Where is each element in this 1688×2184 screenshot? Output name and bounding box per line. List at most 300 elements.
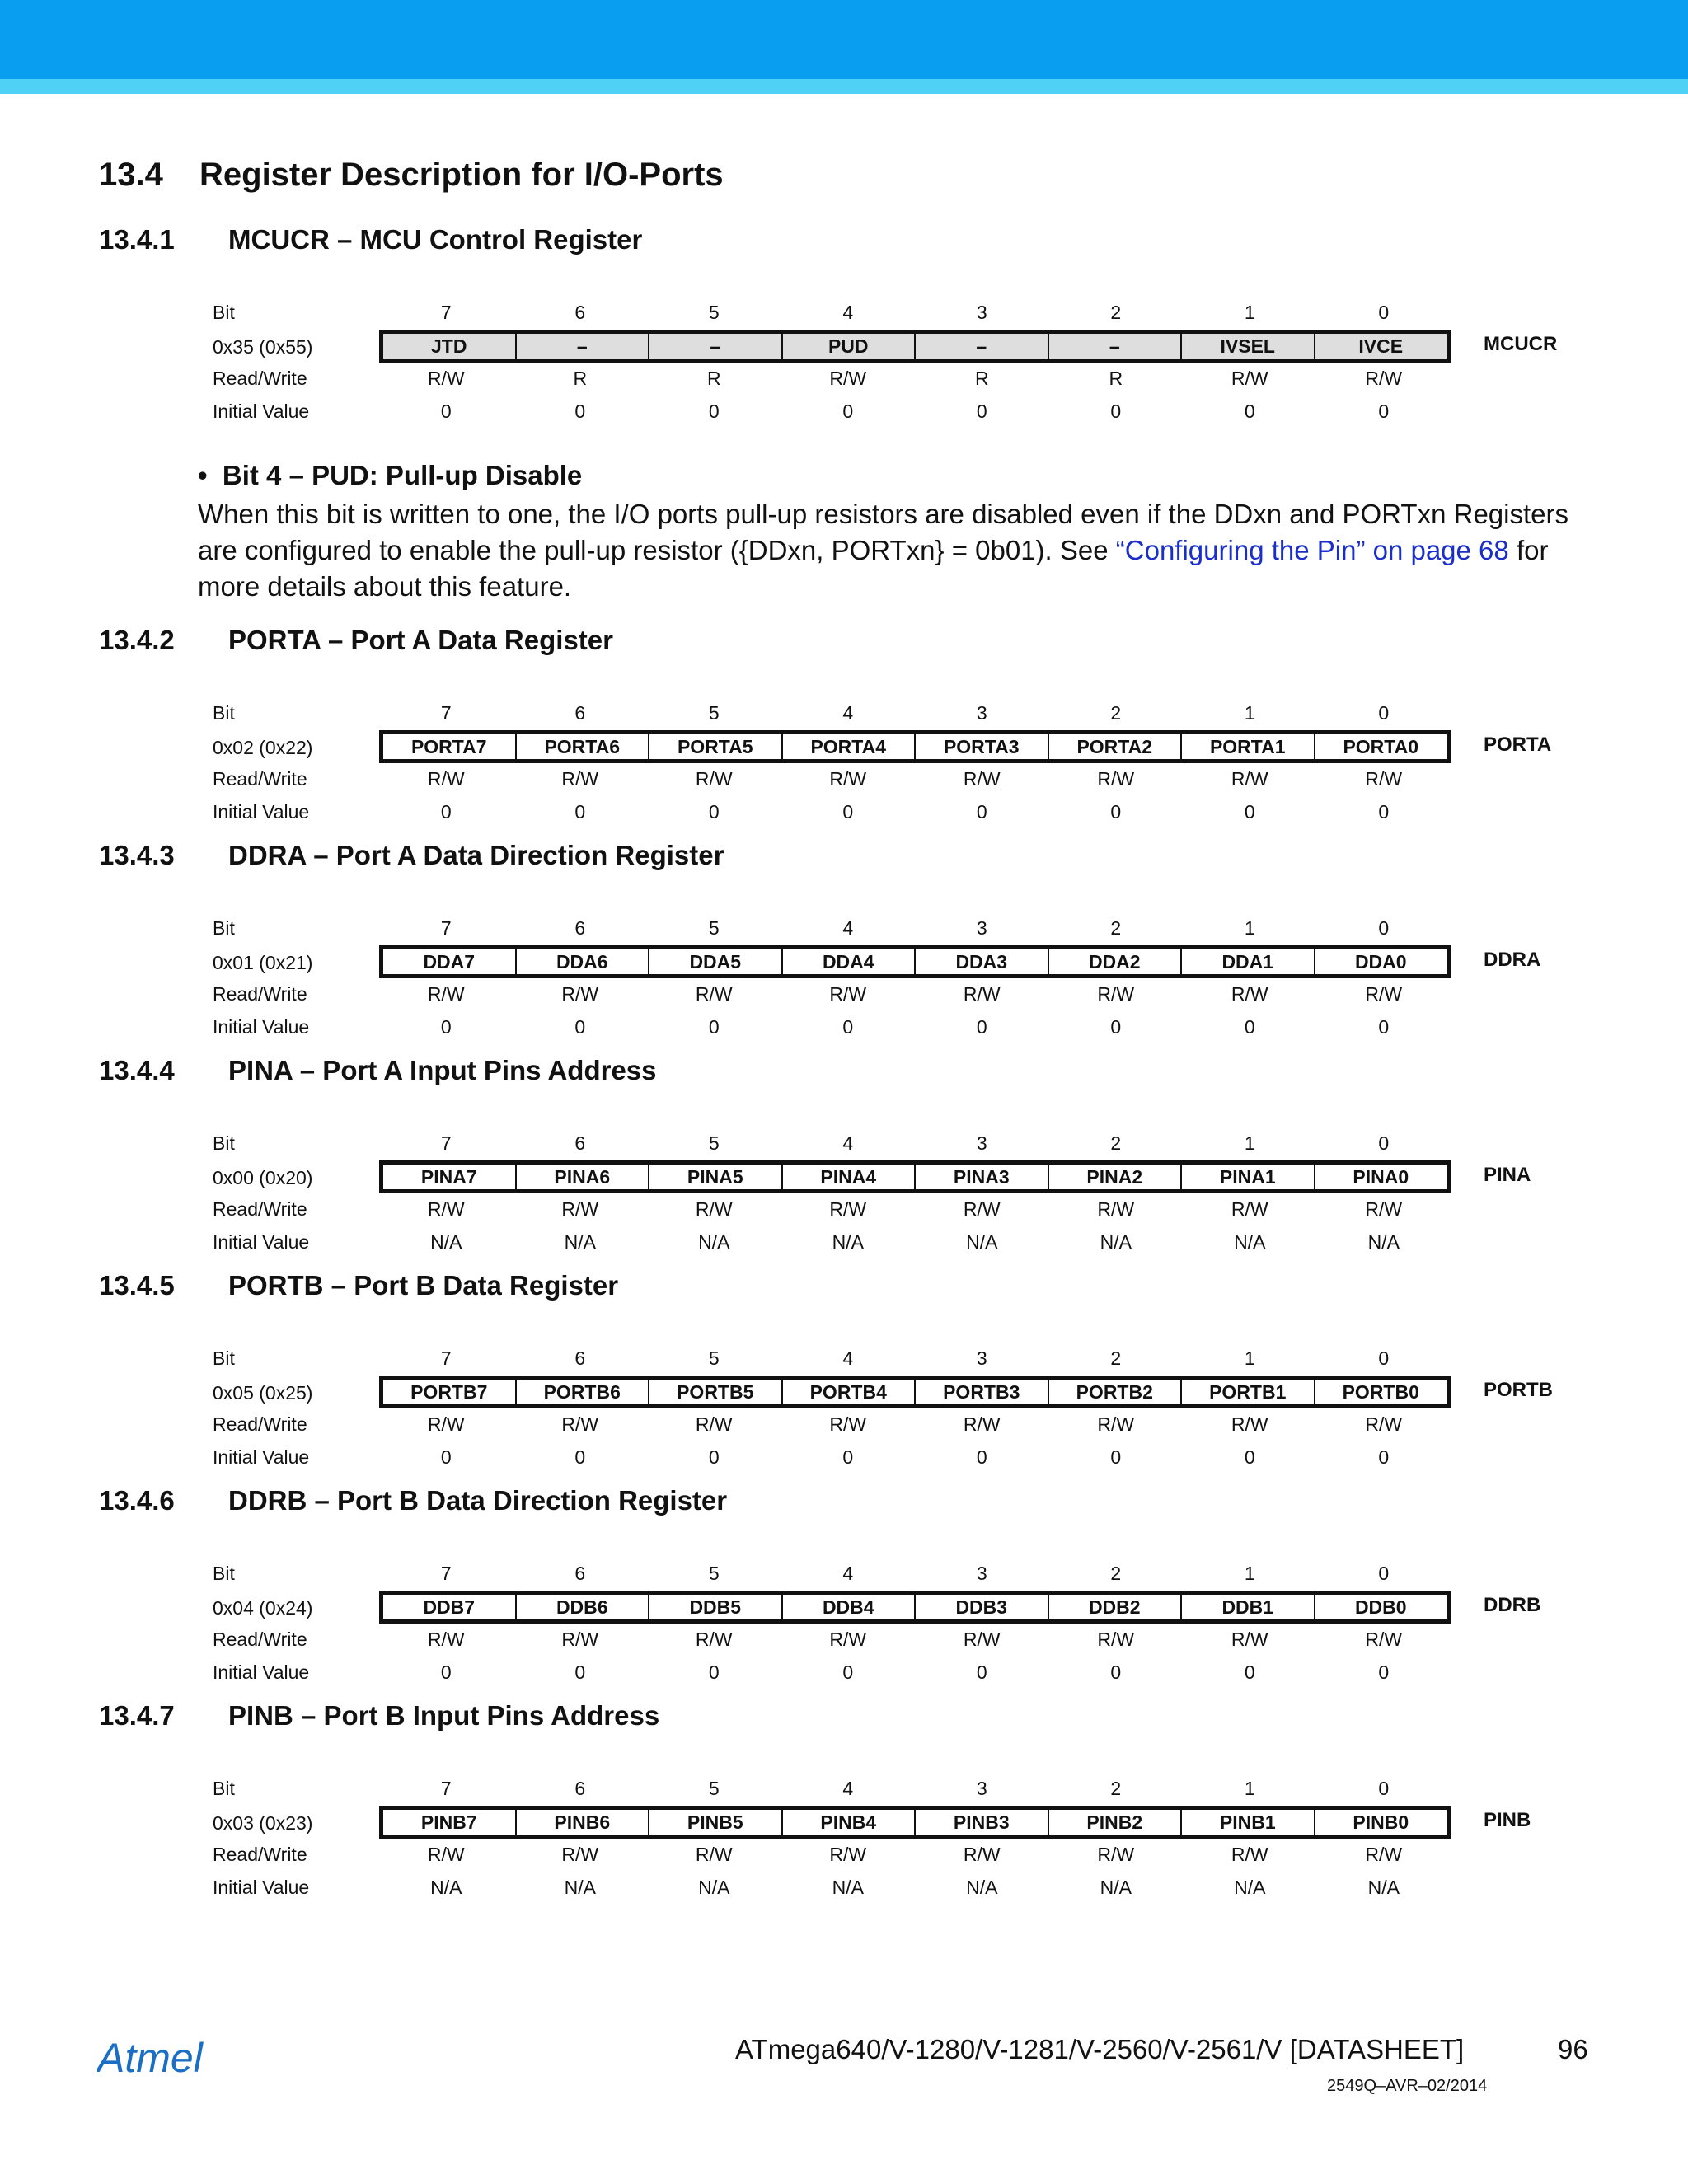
read-write-value: R/W — [561, 1844, 599, 1865]
bit-field: DDA1 — [1180, 949, 1314, 974]
register-columns — [379, 1344, 1451, 1476]
bit-field: DDB0 — [1314, 1595, 1447, 1619]
bit-number: 2 — [1110, 1778, 1122, 1799]
read-write-row-label: Read/Write — [213, 1413, 307, 1435]
bit-number: 0 — [1378, 302, 1390, 323]
register-columns — [379, 914, 1451, 1046]
initial-value: N/A — [698, 1231, 730, 1253]
read-write-value: R/W — [561, 1198, 599, 1220]
bit-row-label: Bit — [213, 1563, 235, 1584]
initial-value: 0 — [574, 801, 586, 823]
bit-number: 3 — [976, 1563, 987, 1584]
bit-field: DDB1 — [1180, 1595, 1314, 1619]
initial-value-row — [379, 798, 1451, 826]
bit-field-box — [379, 1376, 1451, 1408]
bit-field: PORTA2 — [1048, 734, 1181, 759]
read-write-row-label: Read/Write — [213, 768, 307, 790]
bit-field: PORTA5 — [648, 734, 781, 759]
read-write-row — [379, 1195, 1451, 1223]
bit-number: 3 — [976, 302, 987, 323]
initial-value: 0 — [842, 1446, 854, 1468]
read-write-value: R/W — [561, 983, 599, 1005]
subsection-number: 13.4.2 — [99, 625, 175, 655]
bit-number: 7 — [440, 1132, 452, 1154]
bit-field: PINB0 — [1314, 1810, 1447, 1835]
read-write-value: R/W — [561, 1629, 599, 1650]
register-table-portb — [0, 1344, 1688, 1509]
subsection-title: DDRA – Port A Data Direction Register — [228, 840, 724, 870]
initial-value: 0 — [708, 401, 720, 422]
initial-value: N/A — [1100, 1231, 1132, 1253]
initial-value: N/A — [1234, 1231, 1266, 1253]
bit-number-row — [379, 699, 1451, 727]
register-columns — [379, 1129, 1451, 1261]
initial-value: 0 — [842, 1661, 854, 1683]
read-write-row-label: Read/Write — [213, 1198, 307, 1220]
bit-number: 4 — [842, 1347, 854, 1369]
read-write-value: R/W — [829, 983, 867, 1005]
read-write-value: R/W — [1365, 1844, 1403, 1865]
bit-field: PORTA6 — [515, 734, 649, 759]
bit-field: DDA0 — [1314, 949, 1447, 974]
initial-value: 0 — [440, 1661, 452, 1683]
initial-value: 0 — [1110, 1446, 1122, 1468]
bit-number: 0 — [1378, 1132, 1390, 1154]
initial-value: 0 — [976, 401, 987, 422]
bit-number: 1 — [1244, 1132, 1255, 1154]
bit-field: PINB7 — [420, 1811, 477, 1833]
section-number: 13.4 — [99, 157, 163, 193]
bit-field: PORTB4 — [781, 1380, 915, 1404]
read-write-value: R — [974, 368, 989, 389]
subsection-title: DDRB – Port B Data Direction Register — [228, 1485, 728, 1516]
bit-field: DDA5 — [648, 949, 781, 974]
read-write-value: R/W — [963, 983, 1001, 1005]
bit-number: 0 — [1378, 1347, 1390, 1369]
bit-number: 7 — [440, 1347, 452, 1369]
register-address: 0x35 (0x55) — [213, 336, 313, 358]
read-write-value: R/W — [1365, 368, 1403, 389]
register-name: DDRB — [1484, 1594, 1541, 1616]
bit-number: 5 — [708, 1347, 720, 1369]
bit-number: 4 — [842, 302, 854, 323]
bit-number: 6 — [574, 1778, 586, 1799]
bit-field: – — [1048, 334, 1181, 359]
bit-number: 5 — [708, 702, 720, 724]
register-table-ddrb — [0, 1559, 1688, 1724]
bit-number: 2 — [1110, 1347, 1122, 1369]
read-write-value: R/W — [829, 1413, 867, 1435]
bit-description-heading-text: Bit 4 – PUD: Pull-up Disable — [222, 460, 583, 490]
initial-value: 0 — [1378, 1661, 1390, 1683]
bit-field-box — [379, 730, 1451, 763]
bit-number: 4 — [842, 1563, 854, 1584]
bit-field-box — [379, 1160, 1451, 1193]
read-write-value: R/W — [1365, 1413, 1403, 1435]
bit-number: 6 — [574, 1347, 586, 1369]
read-write-value: R/W — [427, 1198, 465, 1220]
initial-value-row-label: Initial Value — [213, 401, 310, 422]
initial-value: 0 — [1244, 1661, 1255, 1683]
bit-number: 5 — [708, 1132, 720, 1154]
initial-value: N/A — [966, 1231, 998, 1253]
bit-number: 1 — [1244, 1563, 1255, 1584]
register-address: 0x00 (0x20) — [213, 1167, 313, 1188]
read-write-value: R/W — [695, 1844, 733, 1865]
bit-field: DDA6 — [515, 949, 649, 974]
initial-value: N/A — [966, 1877, 998, 1898]
initial-value: N/A — [1234, 1877, 1266, 1898]
subsection-number: 13.4.3 — [99, 840, 175, 870]
bit-number-row — [379, 914, 1451, 942]
subsection-title: PINB – Port B Input Pins Address — [228, 1700, 660, 1731]
read-write-value: R/W — [427, 1629, 465, 1650]
bit-number: 4 — [842, 1132, 854, 1154]
bit-number: 3 — [976, 702, 987, 724]
bit-field: PINB2 — [1048, 1810, 1181, 1835]
bit-number: 2 — [1110, 1563, 1122, 1584]
read-write-value: R/W — [427, 768, 465, 790]
bit-row-label: Bit — [213, 1347, 235, 1369]
bit-number: 6 — [574, 302, 586, 323]
read-write-row-label: Read/Write — [213, 1629, 307, 1650]
initial-value: 0 — [1244, 1016, 1255, 1038]
read-write-value: R/W — [963, 1413, 1001, 1435]
bit-number: 5 — [708, 1563, 720, 1584]
bit-field: PINA2 — [1048, 1165, 1181, 1189]
bit-field: DDB5 — [648, 1595, 781, 1619]
bit-description-heading: • Bit 4 – PUD: Pull-up Disable — [198, 460, 583, 490]
bit-field: PINA4 — [781, 1165, 915, 1189]
initial-value: N/A — [698, 1877, 730, 1898]
register-table-pinb — [0, 1774, 1688, 1939]
atmel-logo-text: Atmel — [97, 2035, 203, 2081]
bit-field: DDA2 — [1048, 949, 1181, 974]
bit-number: 4 — [842, 1778, 854, 1799]
initial-value: N/A — [564, 1877, 596, 1898]
initial-value: 0 — [842, 1016, 854, 1038]
bit-number: 1 — [1244, 1347, 1255, 1369]
initial-value: N/A — [430, 1231, 462, 1253]
read-write-row — [379, 1625, 1451, 1653]
read-write-value: R/W — [561, 1413, 599, 1435]
read-write-value: R/W — [1097, 768, 1135, 790]
read-write-value: R/W — [1365, 983, 1403, 1005]
bit-row-label: Bit — [213, 1132, 235, 1154]
initial-value: 0 — [842, 801, 854, 823]
bit-field: PINB5 — [648, 1810, 781, 1835]
bit-number: 3 — [976, 1132, 987, 1154]
read-write-row-label: Read/Write — [213, 1844, 307, 1865]
bit-row-label: Bit — [213, 702, 235, 724]
bit-field: PORTB0 — [1314, 1380, 1447, 1404]
initial-value-row — [379, 397, 1451, 425]
bit-field: PINA1 — [1180, 1165, 1314, 1189]
initial-value: 0 — [574, 1446, 586, 1468]
initial-value: 0 — [440, 401, 452, 422]
register-table-ddra — [0, 914, 1688, 1079]
initial-value: 0 — [708, 801, 720, 823]
read-write-value: R/W — [829, 1629, 867, 1650]
bit-number: 0 — [1378, 1778, 1390, 1799]
bit-field: DDA7 — [423, 951, 476, 972]
initial-value: 0 — [1244, 1446, 1255, 1468]
initial-value: 0 — [1378, 1016, 1390, 1038]
header-stripe — [0, 79, 1688, 94]
footer-doc-code: 2549Q–AVR–02/2014 — [1327, 2077, 1488, 2095]
read-write-value: R/W — [1231, 768, 1268, 790]
bit-number: 7 — [440, 302, 452, 323]
bit-field: PORTA0 — [1314, 734, 1447, 759]
footer-doc-title: ATmega640/V-1280/V-1281/V-2560/V-2561/V [DATASHEET] — [735, 2034, 1465, 2064]
read-write-value: R/W — [829, 1844, 867, 1865]
read-write-value: R — [1109, 368, 1123, 389]
initial-value: N/A — [832, 1877, 864, 1898]
initial-value-row — [379, 1013, 1451, 1041]
bit-field: PORTA3 — [914, 734, 1048, 759]
page-number: 96 — [1558, 2034, 1588, 2064]
initial-value: 0 — [1110, 1016, 1122, 1038]
read-write-value: R/W — [1231, 1198, 1268, 1220]
bit-number: 3 — [976, 917, 987, 939]
read-write-row — [379, 1840, 1451, 1868]
bit-field-box — [379, 945, 1451, 978]
initial-value: 0 — [1110, 1661, 1122, 1683]
initial-value: 0 — [976, 1446, 987, 1468]
bit-row-label: Bit — [213, 1778, 235, 1799]
register-name: MCUCR — [1484, 333, 1558, 355]
subsection-number: 13.4.4 — [99, 1055, 175, 1085]
bit-field: PINB1 — [1180, 1810, 1314, 1835]
initial-value-row-label: Initial Value — [213, 1661, 310, 1683]
bit-field-box — [379, 330, 1451, 363]
initial-value: 0 — [574, 1016, 586, 1038]
read-write-value: R/W — [695, 1198, 733, 1220]
read-write-value: R/W — [963, 768, 1001, 790]
initial-value: N/A — [1367, 1231, 1400, 1253]
read-write-value: R/W — [1365, 768, 1403, 790]
read-write-value: R/W — [829, 768, 867, 790]
read-write-value: R/W — [1231, 368, 1268, 389]
read-write-value: R/W — [695, 1629, 733, 1650]
bit-number: 5 — [708, 302, 720, 323]
initial-value-row-label: Initial Value — [213, 801, 310, 823]
initial-value-row — [379, 1228, 1451, 1256]
bit-number: 4 — [842, 702, 854, 724]
subsection-title: PINA – Port A Input Pins Address — [228, 1055, 657, 1085]
bit-number: 7 — [440, 1563, 452, 1584]
register-address: 0x04 (0x24) — [213, 1597, 313, 1619]
subsection-title: MCUCR – MCU Control Register — [228, 224, 643, 255]
bit-number-row — [379, 1344, 1451, 1372]
bit-field: DDB3 — [914, 1595, 1048, 1619]
initial-value: N/A — [430, 1877, 462, 1898]
bit-number: 7 — [440, 702, 452, 724]
section-title — [99, 157, 724, 194]
register-name: PINA — [1484, 1164, 1531, 1186]
bit-field: DDA4 — [781, 949, 915, 974]
bit-number: 2 — [1110, 302, 1122, 323]
subsection-title: PORTA – Port A Data Register — [228, 625, 613, 655]
read-write-row — [379, 980, 1451, 1008]
bit-field: PINA0 — [1314, 1165, 1447, 1189]
bit-number: 3 — [976, 1347, 987, 1369]
bit-number-row — [379, 298, 1451, 326]
bit-field: – — [515, 334, 649, 359]
register-address: 0x05 (0x25) — [213, 1382, 313, 1404]
initial-value: 0 — [708, 1661, 720, 1683]
paragraph-text-after: for more details about this feature. — [198, 535, 1549, 602]
bit-field: PORTB5 — [648, 1380, 781, 1404]
register-address: 0x01 (0x21) — [213, 952, 313, 973]
read-write-value: R/W — [1097, 1629, 1135, 1650]
bit-field: PINA5 — [648, 1165, 781, 1189]
bit-field: PUD — [781, 334, 915, 359]
initial-value: N/A — [832, 1231, 864, 1253]
bit-number: 5 — [708, 917, 720, 939]
read-write-value: R/W — [561, 768, 599, 790]
bit-field: PORTA4 — [781, 734, 915, 759]
read-write-value: R/W — [1097, 983, 1135, 1005]
subsection-title: PORTB – Port B Data Register — [228, 1270, 619, 1301]
bit-field: DDB7 — [423, 1596, 476, 1618]
bit-field: PORTB6 — [515, 1380, 649, 1404]
read-write-value: R/W — [963, 1198, 1001, 1220]
bit-field: DDB2 — [1048, 1595, 1181, 1619]
read-write-row — [379, 364, 1451, 392]
bit-number: 6 — [574, 1563, 586, 1584]
initial-value: 0 — [1244, 801, 1255, 823]
configuring-pin-link[interactable]: “Configuring the Pin” on page 68 — [1115, 535, 1509, 565]
register-table-pina — [0, 1129, 1688, 1294]
bit-description-paragraph — [198, 496, 1599, 605]
read-write-value: R/W — [427, 983, 465, 1005]
subsection-number: 13.4.1 — [99, 224, 175, 255]
bit-row-label: Bit — [213, 302, 235, 323]
initial-value-row — [379, 1443, 1451, 1471]
initial-value-row — [379, 1873, 1451, 1901]
bit-field: PINA6 — [515, 1165, 649, 1189]
initial-value: 0 — [1378, 801, 1390, 823]
initial-value: 0 — [1110, 401, 1122, 422]
bit-field: JTD — [383, 334, 515, 359]
initial-value: 0 — [976, 801, 987, 823]
bit-number: 2 — [1110, 917, 1122, 939]
register-columns — [379, 1559, 1451, 1691]
bit-number-row — [379, 1774, 1451, 1802]
initial-value-row-label: Initial Value — [213, 1446, 310, 1468]
initial-value: 0 — [1110, 801, 1122, 823]
bit-number-row — [379, 1129, 1451, 1157]
register-columns — [379, 298, 1451, 430]
bit-field: DDB4 — [781, 1595, 915, 1619]
register-columns — [379, 1774, 1451, 1906]
read-write-value: R/W — [1231, 1413, 1268, 1435]
read-write-row-label: Read/Write — [213, 983, 307, 1005]
initial-value: 0 — [440, 1446, 452, 1468]
initial-value: 0 — [976, 1016, 987, 1038]
register-columns — [379, 699, 1451, 831]
bit-field: PORTB3 — [914, 1380, 1048, 1404]
bit-number: 2 — [1110, 1132, 1122, 1154]
initial-value: 0 — [708, 1446, 720, 1468]
read-write-value: R/W — [1097, 1198, 1135, 1220]
bit-field: PORTB7 — [410, 1381, 488, 1403]
read-write-value: R/W — [829, 1198, 867, 1220]
read-write-value: R/W — [427, 1844, 465, 1865]
read-write-value: R/W — [695, 768, 733, 790]
bit-field: PINB3 — [914, 1810, 1048, 1835]
read-write-value: R — [573, 368, 588, 389]
read-write-value: R/W — [963, 1844, 1001, 1865]
bit-number: 1 — [1244, 917, 1255, 939]
paragraph-text-before: When this bit is written to one, the I/O ports pull-up resistors are disabled even if the DDxn and PORTxn Registers are configured to enable the pull-up resistor ({DDxn, PORTxn} = 0b01). See — [198, 499, 1568, 565]
initial-value: N/A — [1100, 1877, 1132, 1898]
bit-field: PORTA7 — [410, 736, 487, 757]
bit-field: PINA3 — [914, 1165, 1048, 1189]
bit-field: PINA7 — [420, 1166, 477, 1188]
initial-value: 0 — [574, 401, 586, 422]
bit-field: DDB6 — [515, 1595, 649, 1619]
initial-value: 0 — [1378, 1446, 1390, 1468]
read-write-value: R/W — [1365, 1629, 1403, 1650]
initial-value: N/A — [564, 1231, 596, 1253]
initial-value: N/A — [1367, 1877, 1400, 1898]
initial-value-row — [379, 1658, 1451, 1686]
bit-number: 2 — [1110, 702, 1122, 724]
subsection-number: 13.4.6 — [99, 1485, 175, 1516]
initial-value: 0 — [440, 1016, 452, 1038]
initial-value: 0 — [574, 1661, 586, 1683]
initial-value: 0 — [842, 401, 854, 422]
bit-number-row — [379, 1559, 1451, 1587]
bit-number: 1 — [1244, 1778, 1255, 1799]
bit-number: 4 — [842, 917, 854, 939]
read-write-value: R/W — [1365, 1198, 1403, 1220]
bit-field: IVCE — [1314, 334, 1447, 359]
atmel-logo — [97, 2034, 237, 2083]
bit-number: 0 — [1378, 702, 1390, 724]
bit-field: PINB4 — [781, 1810, 915, 1835]
bit-field: PORTA1 — [1180, 734, 1314, 759]
bit-number: 1 — [1244, 302, 1255, 323]
register-address: 0x03 (0x23) — [213, 1812, 313, 1834]
initial-value: 0 — [976, 1661, 987, 1683]
bit-number: 6 — [574, 1132, 586, 1154]
bit-number: 7 — [440, 1778, 452, 1799]
read-write-value: R/W — [695, 1413, 733, 1435]
bit-number: 6 — [574, 917, 586, 939]
bit-field: PORTB1 — [1180, 1380, 1314, 1404]
read-write-value: R/W — [427, 368, 465, 389]
bit-field-box — [379, 1806, 1451, 1839]
subsection-number: 13.4.7 — [99, 1700, 175, 1731]
read-write-value: R/W — [1231, 983, 1268, 1005]
initial-value: 0 — [1378, 401, 1390, 422]
read-write-value: R — [706, 368, 721, 389]
register-address: 0x02 (0x22) — [213, 737, 313, 758]
bit-field: – — [914, 334, 1048, 359]
bit-field: DDA3 — [914, 949, 1048, 974]
bit-field: PINB6 — [515, 1810, 649, 1835]
bit-field: PORTB2 — [1048, 1380, 1181, 1404]
bit-field: IVSEL — [1180, 334, 1314, 359]
read-write-value: R/W — [963, 1629, 1001, 1650]
read-write-value: R/W — [1097, 1844, 1135, 1865]
read-write-value: R/W — [1231, 1844, 1268, 1865]
read-write-value: R/W — [695, 983, 733, 1005]
initial-value: 0 — [440, 801, 452, 823]
